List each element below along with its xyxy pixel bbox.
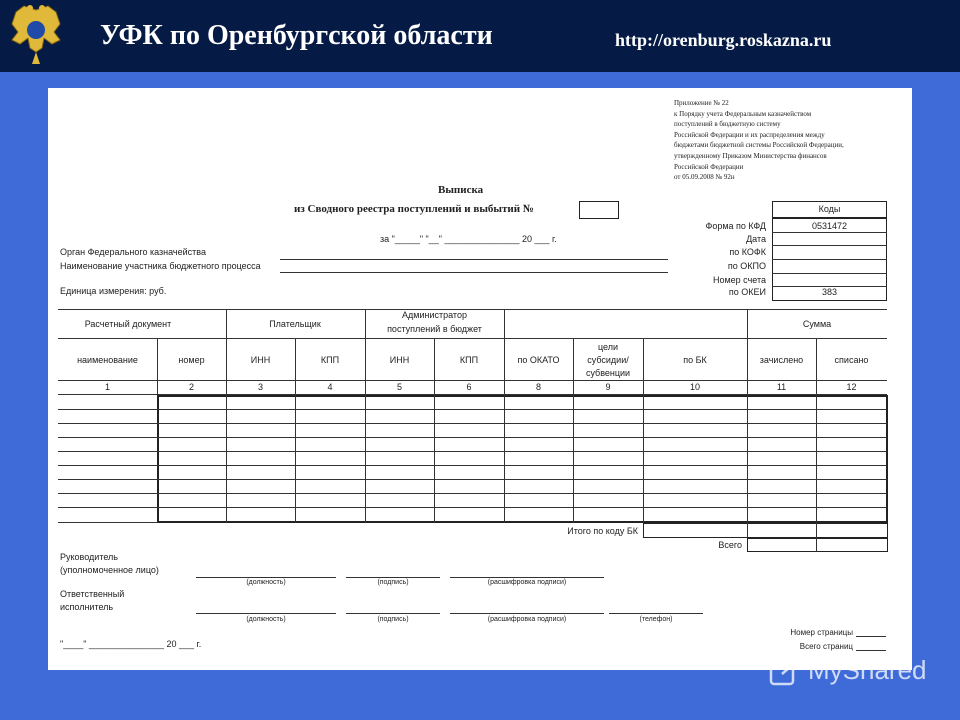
table-row — [58, 451, 887, 452]
codes-row-divider — [772, 232, 887, 233]
table-row — [58, 423, 887, 424]
col-header-bk: по БК — [683, 355, 707, 365]
col-divider — [365, 309, 366, 394]
col-divider — [365, 395, 366, 523]
participant-label: Наименование участника бюджетного процесса — [60, 261, 261, 271]
table-subheader-line — [58, 380, 887, 381]
exec-label-2: исполнитель — [60, 602, 114, 612]
col-divider — [816, 338, 817, 394]
org-label: Орган Федерального казначейства — [60, 247, 206, 257]
codes-row-divider — [772, 273, 887, 274]
col-divider — [747, 309, 748, 394]
col-divider — [157, 338, 158, 394]
slide-header — [0, 0, 960, 72]
col-header-okato: по ОКАТО — [517, 355, 560, 365]
caption-decode: (расшифровка подписи) — [487, 579, 567, 586]
col-header-admin-kpp: КПП — [459, 355, 479, 365]
col-divider — [226, 309, 227, 394]
col-number: 6 — [466, 382, 472, 392]
col-divider — [816, 395, 817, 523]
col-number: 10 — [689, 382, 700, 392]
appendix-line: бюджетами бюджетной системы Российской Федерации, — [674, 141, 844, 150]
table-row — [58, 479, 887, 480]
appendix-line: от 05.09.2008 № 92н — [674, 173, 735, 182]
col-header-admin-inn: ИНН — [389, 355, 410, 365]
appendix-line: к Порядку учета Федеральным казначейством — [674, 109, 812, 118]
group-header-admin-line1: Администратор — [402, 310, 467, 320]
bottom-date-line: "____" _______________ 20 ___ г. — [60, 639, 202, 649]
treasury-emblem-icon — [8, 2, 64, 68]
code-label-account: Номер счета — [712, 275, 766, 285]
codes-header-label: Коды — [818, 204, 841, 214]
myshared-logo-icon — [768, 656, 802, 690]
date-line: за "_____" "__" _______________ 20 ___ г. — [380, 234, 557, 244]
data-grid[interactable] — [157, 395, 888, 523]
code-label-okei: по ОКЕИ — [728, 287, 766, 297]
caption-position: (должность) — [246, 579, 286, 586]
col-number: 3 — [257, 382, 263, 392]
col-number: 11 — [776, 382, 787, 392]
page-number-label: Номер страницы — [790, 628, 853, 637]
col-number: 5 — [396, 382, 402, 392]
table-row — [58, 522, 158, 523]
col-divider — [434, 395, 435, 523]
appendix-line: поступлений в бюджетную систему — [674, 120, 781, 129]
col-header-tsel-2: субсидии/ — [587, 355, 629, 365]
col-header-tsel-1: цели — [597, 342, 619, 352]
col-number: 8 — [535, 382, 541, 392]
col-divider — [573, 395, 574, 523]
form-title: Выписка — [438, 184, 484, 196]
pages-total-field[interactable] — [856, 650, 886, 651]
group-header-document: Расчетный документ — [84, 319, 172, 329]
col-header-tsel-3: субвенции — [585, 368, 631, 378]
codes-row-divider — [772, 259, 887, 260]
appendix-line: утвержденному Приказом Министерства финансов — [674, 151, 827, 160]
code-value-kfd: 0531472 — [811, 221, 848, 231]
org-field-line[interactable] — [280, 259, 668, 260]
col-divider — [643, 338, 644, 394]
appendix-line: Российской Федерации и их распределения между — [674, 130, 825, 139]
total-row[interactable] — [747, 538, 888, 552]
code-label-kofk: по КОФК — [729, 247, 766, 257]
caption-signature: (подпись) — [377, 579, 409, 586]
group-header-payer: Плательщик — [269, 319, 321, 329]
table-row — [58, 465, 887, 466]
head-label-2: (уполномоченное лицо) — [60, 565, 159, 575]
caption-position: (должность) — [246, 616, 286, 623]
table-row — [58, 507, 887, 508]
col-divider — [295, 338, 296, 394]
col-divider — [434, 338, 435, 394]
page-number-field[interactable] — [856, 636, 886, 637]
col-divider — [643, 395, 644, 523]
col-number: 12 — [846, 382, 857, 392]
caption-signature: (подпись) — [377, 616, 409, 623]
codes-row-divider — [772, 245, 887, 246]
col-number: 2 — [188, 382, 194, 392]
page-title: УФК по Оренбургской области — [100, 20, 493, 51]
col-divider — [504, 309, 505, 394]
total-bk-row[interactable] — [643, 523, 888, 538]
appendix-notes — [674, 98, 844, 183]
caption-decode: (расшифровка подписи) — [487, 616, 567, 623]
form-subtitle: из Сводного реестра поступлений и выбытий № — [294, 203, 534, 215]
col-divider — [816, 538, 817, 552]
code-label-date: Дата — [746, 234, 766, 244]
caption-phone: (телефон) — [639, 616, 673, 623]
col-number: 9 — [605, 382, 611, 392]
col-header-number: номер — [178, 355, 205, 365]
col-divider — [226, 395, 227, 523]
watermark-text: MyShared — [808, 655, 927, 685]
col-divider — [573, 338, 574, 394]
col-number: 1 — [104, 382, 110, 392]
col-number: 4 — [327, 382, 333, 392]
total-label: Всего — [718, 540, 742, 550]
code-label-kfd: Форма по КФД — [705, 221, 766, 231]
pages-total-label: Всего страниц — [799, 642, 853, 651]
participant-field-line[interactable] — [280, 272, 668, 273]
group-header-sum: Сумма — [802, 319, 832, 329]
unit-label: Единица измерения: руб. — [60, 286, 167, 296]
col-divider — [504, 395, 505, 523]
form-document — [48, 88, 912, 670]
total-bk-label: Итого по коду БК — [567, 526, 638, 536]
head-label-1: Руководитель — [60, 552, 118, 562]
table-row — [58, 409, 887, 410]
col-header-payer-kpp: КПП — [320, 355, 340, 365]
col-divider — [816, 523, 817, 538]
col-divider — [747, 523, 748, 538]
col-header-debited: списано — [834, 355, 869, 365]
col-header-credited: зачислено — [759, 355, 804, 365]
col-divider — [295, 395, 296, 523]
group-header-admin-line2: поступлений в бюджет — [387, 324, 482, 334]
appendix-line: Приложение № 22 — [674, 99, 729, 107]
registry-number-box[interactable] — [579, 201, 619, 219]
table-row — [58, 437, 887, 438]
appendix-line: Российской Федерации — [674, 162, 744, 171]
exec-label-1: Ответственный — [60, 589, 125, 599]
table-group-line — [58, 338, 887, 339]
col-divider — [747, 395, 748, 523]
code-label-okpo: по ОКПО — [727, 261, 766, 271]
table-row — [58, 493, 887, 494]
col-header-payer-inn: ИНН — [250, 355, 271, 365]
site-url[interactable]: http://orenburg.roskazna.ru — [615, 30, 832, 50]
code-value-okei: 383 — [821, 287, 838, 297]
col-header-name: наименование — [77, 355, 138, 365]
